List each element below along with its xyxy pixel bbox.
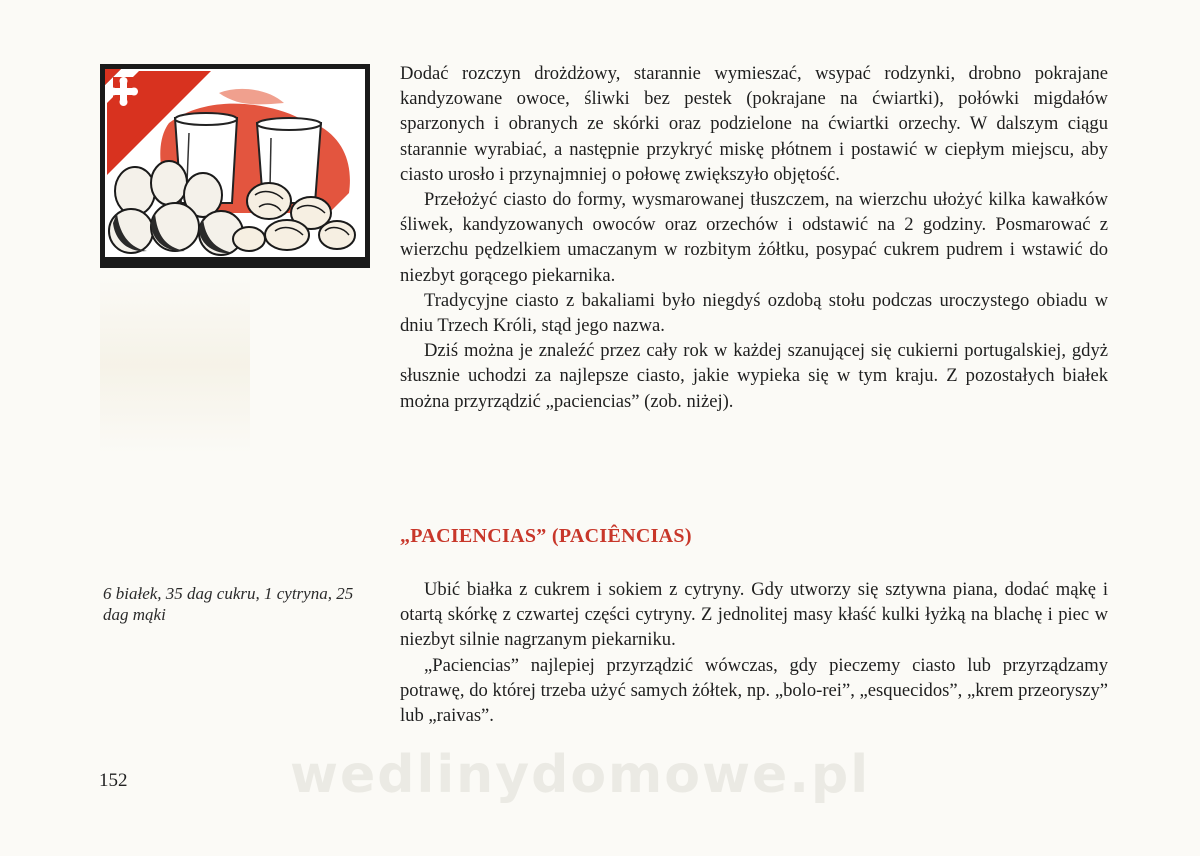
page-number: 152 — [99, 770, 128, 791]
paragraph: Dziś można je znaleźć przez cały rok w każdej szanującej się cukierni portugalskiej, gdyż słusznie uchodzi za najlepsze ciasto, jakie wypieka się w tym kraju. Z pozostałych białek można przyrządzić „paciencias” (zob. niżej). — [400, 340, 1108, 412]
recipe-illustration-icon — [99, 63, 371, 269]
paragraph: Ubić białka z cukrem i sokiem z cytryny. Gdy utworzy się sztywna piana, dodać mąkę i otartą skórkę z czwartej części cytryny. Z jednolitej masy kłaść kulki łyżką na blachę i piec w niezbyt silnie nagrzanym piekarniku. — [400, 579, 1108, 651]
recipe-instructions — [400, 577, 1108, 728]
paragraph: Dodać rozczyn drożdżowy, starannie wymieszać, wsypać rodzynki, drobno pokrajane kandyzowane owoce, śliwki bez pestek (pokrajane na ćwiartki), połówki migdałów sparzonych i obranych ze skórki oraz podzielone na ćwiartki orzechy. W dalszym ciągu starannie wyrabiać, a następnie przykryć miskę płótnem i postawić w ciepłym miejscu, aby ciasto urosło i przynajmniej o połowę zwiększyło objętość. — [400, 63, 1108, 185]
paragraph: Przełożyć ciasto do formy, wysmarowanej tłuszczem, na wierzchu ułożyć kilka kawałków śliwek, kandyzowanych owoców oraz orzechów i odstawić na 2 godziny. Posmarować z wierzchu pędzelkiem umaczanym w rozbitym żółtku, posypać cukrem pudrem i wstawić do niezbyt gorącego piekarnika. — [400, 189, 1108, 286]
watermark: wedlinydomowe.pl — [290, 745, 871, 805]
paragraph: Tradycyjne ciasto z bakaliami było niegdyś ozdobą stołu podczas uroczystego obiadu w dniu Trzech Króli, stąd jego nazwa. — [400, 289, 1108, 337]
recipe-title: „PACIENCIAS” (PACIÊNCIAS) — [400, 525, 692, 547]
recipe-illustration — [99, 63, 371, 269]
recipe-continued-text — [400, 61, 1108, 414]
page-shadow — [100, 275, 250, 455]
paragraph: „Paciencias” najlepiej przyrządzić wówczas, gdy pieczemy ciasto lub przyrządzamy potrawę, do której trzeba użyć samych żółtek, np. „bolo-rei”, „esquecidos”, „krem przeoryszy” lub „raivas”. — [400, 654, 1108, 727]
ingredients-list: 6 białek, 35 dag cukru, 1 cytryna, 25 dag mąki — [103, 584, 354, 624]
